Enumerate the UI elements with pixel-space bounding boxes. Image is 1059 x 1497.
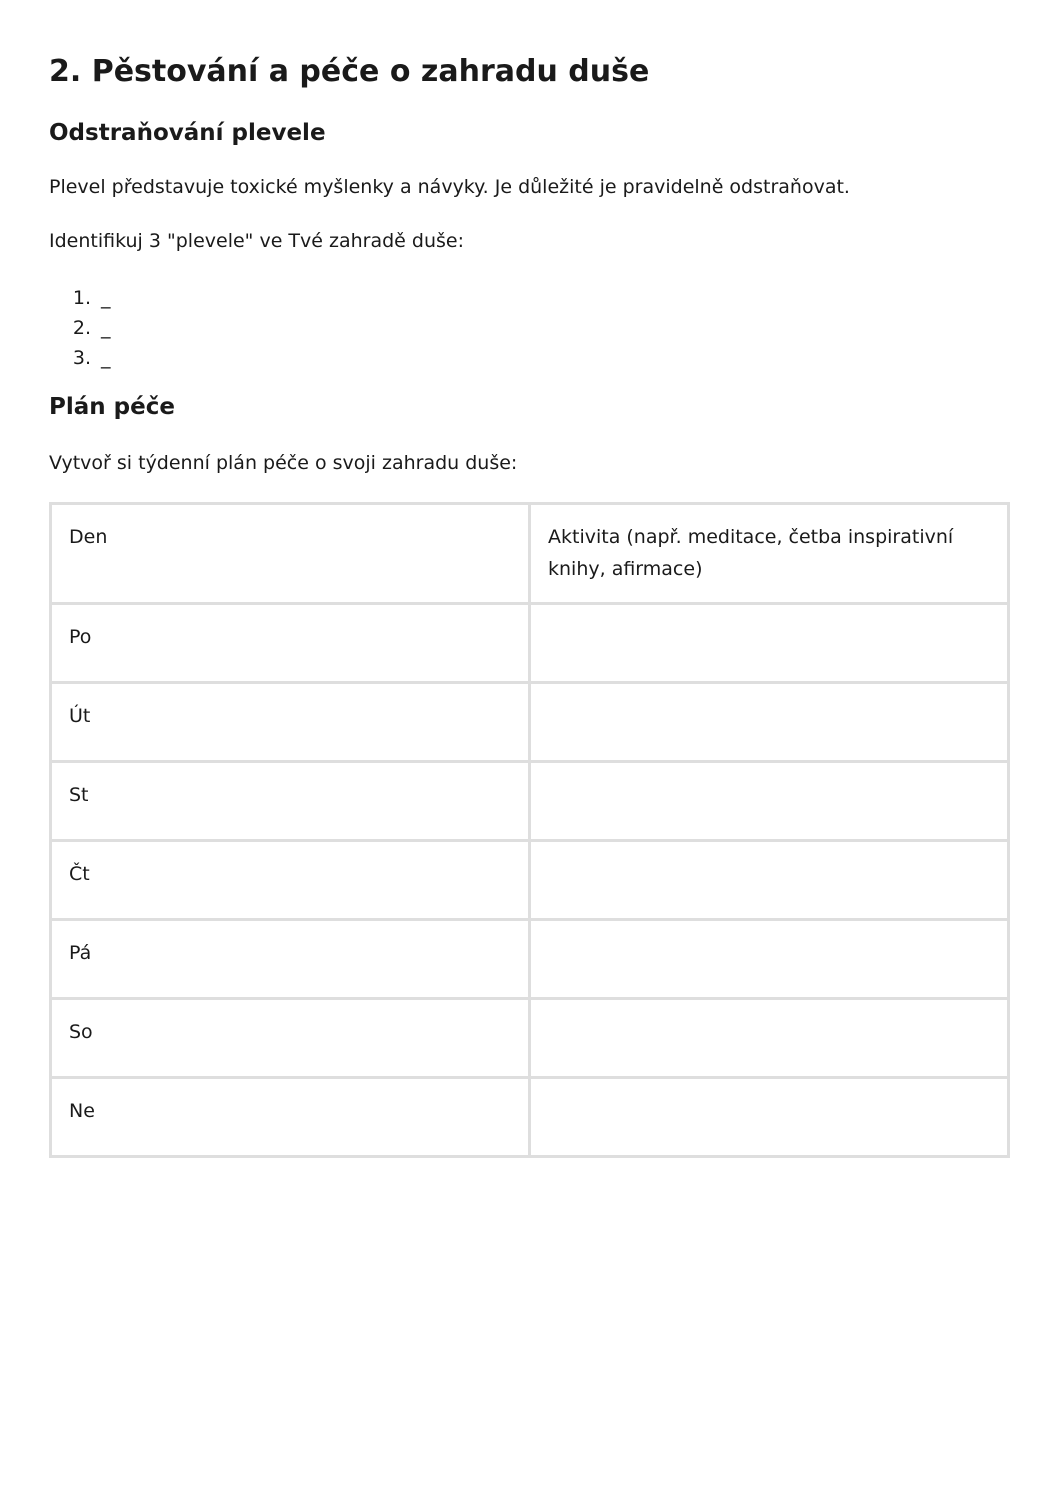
list-item-number: 2.	[72, 317, 91, 339]
plan-prompt-text: Vytvoř si týdenní plán péče o svoji zahradu duše:	[49, 452, 518, 474]
weekly-plan-table	[49, 502, 1010, 1158]
section-heading-plan: Plán péče	[49, 394, 175, 420]
section-heading-weeds: Odstraňování plevele	[49, 120, 326, 146]
day-cell: Pá	[51, 920, 530, 999]
header-cell-day: Den	[51, 504, 530, 604]
day-cell: Ne	[51, 1078, 530, 1157]
page-title: 2. Pěstování a péče o zahradu duše	[49, 54, 650, 89]
list-item-number: 3.	[72, 347, 91, 369]
activity-cell[interactable]	[530, 920, 1009, 999]
list-item	[49, 343, 111, 373]
list-item	[49, 313, 111, 343]
table-row	[51, 604, 1009, 683]
day-cell: So	[51, 999, 530, 1078]
weeds-prompt-text: Identifikuj 3 "plevele" ve Tvé zahradě duše:	[49, 230, 464, 252]
list-item-blank[interactable]: _	[101, 317, 111, 339]
list-item-number: 1.	[72, 287, 91, 309]
activity-cell[interactable]	[530, 762, 1009, 841]
activity-cell[interactable]	[530, 1078, 1009, 1157]
day-cell: Po	[51, 604, 530, 683]
activity-cell[interactable]	[530, 683, 1009, 762]
table-row	[51, 1078, 1009, 1157]
table-row	[51, 999, 1009, 1078]
day-cell: St	[51, 762, 530, 841]
list-item	[49, 283, 111, 313]
activity-cell[interactable]	[530, 604, 1009, 683]
activity-cell[interactable]	[530, 999, 1009, 1078]
table-row	[51, 762, 1009, 841]
table-header-row	[51, 504, 1009, 604]
table-row	[51, 683, 1009, 762]
table-row	[51, 841, 1009, 920]
day-cell: Čt	[51, 841, 530, 920]
activity-cell[interactable]	[530, 841, 1009, 920]
header-cell-activity: Aktivita (např. meditace, četba inspirativní knihy, afirmace)	[530, 504, 1009, 604]
weeds-intro-text: Plevel představuje toxické myšlenky a návyky. Je důležité je pravidelně odstraňovat.	[49, 176, 850, 198]
day-cell: Út	[51, 683, 530, 762]
list-item-blank[interactable]: _	[101, 287, 111, 309]
weeds-list	[49, 283, 111, 373]
table-row	[51, 920, 1009, 999]
list-item-blank[interactable]: _	[101, 347, 111, 369]
